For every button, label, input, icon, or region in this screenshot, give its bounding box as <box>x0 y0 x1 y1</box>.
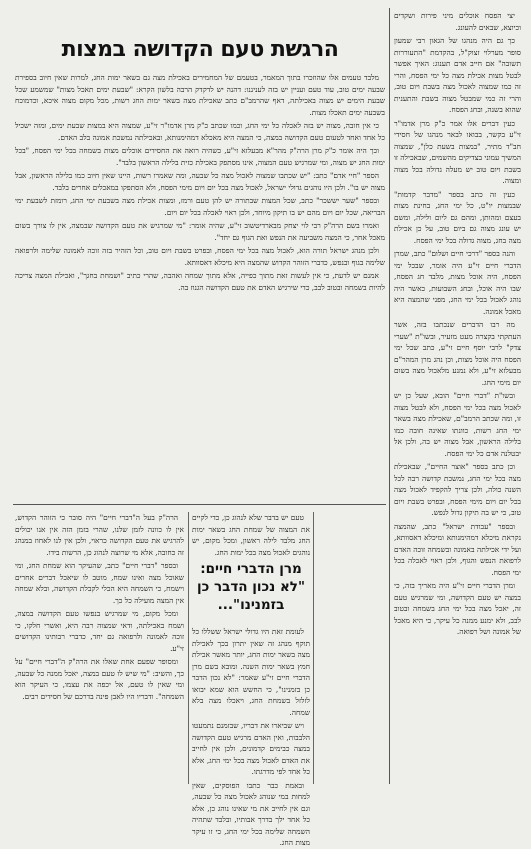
paragraph: ובאמת כבר כתבו הפוסקים, שאין למחות במי שנוהג לאכול מצה כל שבעה, וגם אין לחייב את מי שאינו נוהג כן, אלא כל אחד ילך בדרך אבותיו, ובלבד שתהיה השמחה שלימה בכל ימי החג, כי זו עיקר מצות החג. <box>192 780 310 847</box>
bottom-left-column <box>15 512 184 784</box>
paragraph: ומסופר שפעם אחת שאלו את הרה"ק ה"דברי חיים" על כך, והשיב: "מי שיש לו טעם במצה, יאכל ממנה כל שבעה, ומי שאין לו טעם, אל יכפה את עצמו, כי העיקר הוא השמחה". ודבריו היו לאבן פינה בדרכם של חסידים רבים. <box>15 657 184 701</box>
right-column <box>394 10 521 784</box>
main-article-body <box>15 72 385 500</box>
bottom-right-spacer <box>317 512 385 784</box>
paragraph: ומכל מקום, מי שמרגיש בנפשו טעם הקדושה במצה, ושמח באכילתה, ודאי שמצוה רבה היא, ואשרי חלקו, כי זוכה לאמונה ולרפואה גם יחד, כדברי רבותינו הקדושים זי"ע. <box>15 609 184 653</box>
paragraph: והנה בספר "דרכי חיים ושלום" כתב, שמרן הדברי חיים זי"ע היה אומר, שבכל ימי הפסח, היה אוכל מצות, מלבד חג הפסח, שבו היה אוכל, ובחג השבועות, כאשר היה נוהג לאכול בכל ימי החג, מפני שהמצה היא מאכל אמונה. <box>394 249 521 316</box>
paragraph: ומרן הדברי חיים זי"ע היה מאריך בזה, כי במצה יש טעם הקדושה, ומי שמרגיש טעם זה, יאכל מצה בכל ימי החג בשמחה ובטוב לבב, ולא ימנע ממנה כל עיקר, כי היא מאכל של אמונה ושל רפואה. <box>394 581 521 636</box>
column-divider <box>313 512 314 784</box>
paragraph: הרה"ק בעל ה"דברי חיים" היה סובר כי הזוהר הקדוש, אין לו כוונה לזמן שלנו, שהרי בזמן הזה אין אנו יכולים להרגיש את טעם הקדושה כראוי, ולכן אין לנו לאחוז במנהג זה כחובה, אלא מי שרוצה לנהוג כן, הרשות בידו. <box>15 513 184 557</box>
paragraph: מה רבו הדברים שנכתבו בזה, אשר העתקתי בקצרה מעט מזעיר, ובשו"ת "שערי צדק" לרבי יוסף חיים זי"ע, כתב שכל ימי הפסח היה אוכל מצות, וכן נהג מרן המהר"ם מבעלזא זי"ע, ולא נמנע מלאכול מצה בשום יום מימי החג. <box>394 320 521 387</box>
paragraph: אמנם יש לדעת, כי אין לעשות זאת מתוך כפייה, אלא מתוך שמחה ואהבה, שהרי כתיב "ושמחת בחגך", ואכילת המצה צריכה להיות בשמחה ובטוב לבב, כדי שירגיש האדם את טעם הקדושה הגנוז בה. <box>15 271 385 292</box>
paragraph: ובספר "עבודת ישראל" כתב, שהמצה נקראת מיכלא דמהימנותא ומיכלא דאסוותא, ועל ידי אכילתה באמונה ובשמחה זוכה האדם לרפואת הנפש והגוף, ולכן ראוי לאכלה בכל ימי הפסח. <box>394 521 521 577</box>
paragraph: כך גם היה מנהגו של הגאון רבי שמעון סופר מערלוי זצוק"ל, בהקדמת "התעוררות תשובה" אם חייב אדם תענוג: האיך אפשר לבטל מצות אכילת מצה כל ימי הפסח, והרי זה כמו שמצוה לאכול מצה בשבת ויום טוב, והרי זה כמי שמבטל מצוה בשבת והתענית שהוא בשנה, ובחג הפסח. <box>394 36 521 114</box>
paragraph: מלבד טעמים אלו שהוזכרו בתוך המאמר, בטעמם של המחמירים באכילת מצה גם בשאר ימות החג, למרות שאין חיוב בספירת שבעה ימים טוב, עוד טעם ועניין יש בזה לעניננו: דהנה יש לדקדק הרבה בלשון הקרא: "שבעת ימים תאכל מצות" שמשמע שכל שבעת הימים יש מצוה באכילתה, דאף שהרמב"ם כתב שאכילת מצה בשאר ימות החג רשות, מכל מקום מצוה איכא, וכדמוכח בשבעה ימים תאכלו מצות. <box>15 73 385 117</box>
paragraph: ולכן מנהג ישראל תורה הוא, לאכול מצה בכל ימי הפסח, ובפרט בשבת ויום טוב, וכל הזהיר בזה זוכה לאמונה שלימה ולרפואה שלימה בגוף ובנפש, כדברי הזוהר הקדוש שהמצה היא מיכלא דאסוותא. <box>15 246 385 267</box>
paragraph: הספר "חיי אדם" כתב: "יש שכתבו שמצוה לאכול מצה כל שבעה, ומה שאמרו רשות, היינו שאין חיוב כמו בלילה הראשון, אבל מצוה יש בו". ולכן היו נוהגים גדולי ישראל, לאכול מצה בכל יום ויום מימי הפסח, ולא הסתפקו במאכלים אחרים בלבד. <box>15 171 385 192</box>
bottom-center-body <box>192 626 310 847</box>
paragraph: ובשו"ת "דברי חיים" הובא, שעל כן יש לאכול מצה בכל ימי הפסח, ולא לבטל מצוה זו, ומה שכתב הרמב"ם, שאכילת מצה בשאר ימי החג רשות, כוונתו שאינה חובה כמו בלילה הראשון, אבל מצוה יש בה, ולכן אל יבטלנה אדם כל ימי הפסח. <box>394 391 521 458</box>
paragraph: ובספר "דברי חיים" כתב, שהעיקר הוא שמחת החג, ומי שאוכל מצה ואינו שמח, מוטב לו שיאכל דברים אחרים וישמח, כי השמחה היא הכלי לקבלת הקדושה, ובלא שמחה אין המצה מועילה כל כך. <box>15 561 184 605</box>
paragraph: ובספר "שער יששכר" כתב, שכל המצות שבתורה יש להן טעם ורמז, ומצות אכילת מצה בשבעת ימי החג, רומזת לשבעת ימי הבריאה, שכל יום ויום מהם יש בו תיקון מיוחד, ולכן ראוי לאכלה בכל יום ויום. <box>15 196 385 217</box>
sub-headline: מרן הדברי חיים: "לא נכון הדבר כן בזמנינו"... <box>196 561 305 613</box>
article-headline: הרגשת טעם הקדושה במצות <box>61 37 339 62</box>
section-divider <box>13 504 386 505</box>
paragraph: ואמרו בשם הרה"ק רבי לוי יצחק מבארדיטשוב זי"ע, שהיה אומר: "מי שמרגיש את טעם הקדושה שבמצה, אין לו צורך בשום מאכל אחר, כי המצה משביעה את הנפש ואת הגוף גם יחד". <box>15 221 385 242</box>
paragraph: יצי הפסח אוכלים מיני פירות ושקדים וכיוצא, שבאים להעונג. <box>394 11 521 32</box>
bottom-center-text <box>192 512 310 556</box>
paragraph: וכך היה אומר כ"ק מרן הרה"ק מהר"א מבעלזא זי"ע, כשהיה רואה את החסידים אוכלים מצות בשמחה בכל ימי הפסח, "בכל ימות החג יש מצוה, ומי שמרגיש טעם המצוה, אינו מסתפק באכילת כזית בלילה הראשון בלבד". <box>15 146 385 167</box>
paragraph: כעין זה כתב בספר "מדבר קדמות" שבמצות יו"ט, כל ימי החג, בחינת מצות בעצם ומהותן, ומהם גם ליום ולילה, ומשם יש עונג מצוה גם ביום טוב, על כן אכילת מצה בחג, מצוה גדולה בכל ימי הפסח. <box>394 189 521 245</box>
column-divider <box>188 512 189 784</box>
paragraph: כי אין חובה, מצוה יש בזה לאכלה כל ימי החג, וכמו שכתב כ"ק מרן אדמו"ר זי"ע, שמצוה היא במצות שבעת ימים, ומזה ישכיל כל אחד ואחד לטעום טעם הקדושה במצה, כי המצה היא מאכלא דמהימנותא, ובאכילתה נמשכת אמונה בלב האדם. <box>15 121 385 142</box>
paragraph: לעומת זאת היו גדולי ישראל ששללו כל תוקף מנהג זה שאין יתרון בכך לאכילת מצה בשאר ימות החג, יותר מאשר אכילת חמץ בשאר ימות השנה. ומובא בשם מרן הדברי חיים זי"ע שאמר: "לא נכון הדבר כן בזמנינו", כי החשש הוא שמא יבואו לזלזל בשמחת החג, ויאכלו מצה בלא שמחה. <box>192 627 310 717</box>
paragraph: כעין דברים אלו אמר כ"ק מרן אדמו"ר זי"ע בקשר, בבואו לבאר מנהגו של חסידי חב"ד מתיר, "במצות בשעת כלן", שמצוה המשיך עמוני בצדיקים מהשמים, שבאכילה זו בשבת ויום טוב יש מעלה גדולה בכל מצוה ומצוה. <box>394 118 521 185</box>
paragraph: טעם יש בדבר שלא לנהוג כן, כדי לקיים את המצוה של שמחת החג בשאר ימות החג מלבד לילה ראשון, ומכל מקום, יש נוהגים לאכול מצה בכל ימות החג. <box>192 513 310 557</box>
column-divider <box>389 8 390 784</box>
paragraph: וכן כתב בספר "אוצר החיים", שבאכילת מצה בכל ימי החג, נמשכת קדושה רבה לכל השנה כולה, ולכן צריך להקפיד לאכול מצה בכל יום ויום מימי הפסח, ובפרט בשבת ויום טוב, כי יש בה תיקון גדול לנפש. <box>394 462 521 517</box>
paragraph: ויש שביארו את דבריו, שבזמנם נתמעטו הלבבות, ואין האדם מרגיש טעם הקדושה במצה כבימים קדמונים, ולכן אין לחייב את האדם לאכול מצה בכל ימי החג, אלא כל אחד לפי מדרגתו. <box>192 721 310 776</box>
